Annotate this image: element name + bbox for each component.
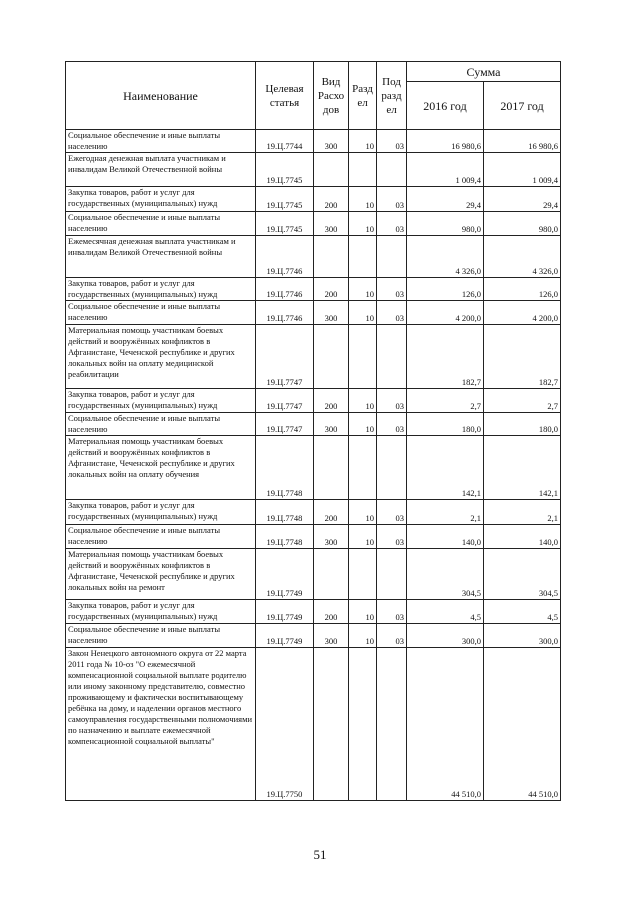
row-target: 19.Ц.7746 bbox=[256, 301, 314, 325]
row-expense-type: 200 bbox=[314, 187, 349, 212]
row-section bbox=[349, 153, 377, 187]
row-sum-2016: 142,1 bbox=[407, 436, 484, 500]
row-name: Закупка товаров, работ и услуг для государственных (муниципальных) нужд bbox=[66, 187, 256, 212]
budget-table bbox=[65, 61, 561, 801]
row-subsection bbox=[377, 325, 407, 389]
table-row bbox=[66, 130, 561, 153]
row-name: Социальное обеспечение и иные выплаты населению bbox=[66, 624, 256, 648]
row-name: Социальное обеспечение и иные выплаты населению bbox=[66, 130, 256, 153]
row-target: 19.Ц.7748 bbox=[256, 436, 314, 500]
row-section bbox=[349, 549, 377, 600]
row-section: 10 bbox=[349, 525, 377, 549]
header-year-2017: 2017 год bbox=[484, 82, 561, 130]
row-expense-type bbox=[314, 436, 349, 500]
row-subsection: 03 bbox=[377, 212, 407, 236]
row-expense-type bbox=[314, 236, 349, 278]
row-target: 19.Ц.7745 bbox=[256, 212, 314, 236]
row-name: Закон Ненецкого автономного округа от 22 марта 2011 года № 10-оз "О ежемесячной компенсационной социальной выплате родителю или иному законному представителю, совместно проживающему и фактически воспитывающему ребёнка на дому, и наделении органов местного самоуправления государственными полномочиями по назначению и выплате ежемесячной компенсационной социальной выплаты" bbox=[66, 648, 256, 801]
row-sum-2016: 980,0 bbox=[407, 212, 484, 236]
row-sum-2017: 4,5 bbox=[484, 600, 561, 624]
row-sum-2016: 300,0 bbox=[407, 624, 484, 648]
header-subsection: Под разд ел bbox=[377, 62, 407, 130]
row-target: 19.Ц.7744 bbox=[256, 130, 314, 153]
table-row bbox=[66, 212, 561, 236]
row-name: Закупка товаров, работ и услуг для государственных (муниципальных) нужд bbox=[66, 500, 256, 525]
row-subsection bbox=[377, 436, 407, 500]
row-sum-2017: 16 980,6 bbox=[484, 130, 561, 153]
row-section bbox=[349, 648, 377, 801]
row-section bbox=[349, 325, 377, 389]
row-name: Социальное обеспечение и иные выплаты населению bbox=[66, 301, 256, 325]
row-sum-2016: 126,0 bbox=[407, 278, 484, 301]
row-expense-type: 200 bbox=[314, 278, 349, 301]
row-target: 19.Ц.7747 bbox=[256, 325, 314, 389]
row-sum-2016: 44 510,0 bbox=[407, 648, 484, 801]
row-target: 19.Ц.7745 bbox=[256, 153, 314, 187]
row-sum-2016: 4 326,0 bbox=[407, 236, 484, 278]
row-expense-type: 200 bbox=[314, 600, 349, 624]
row-section bbox=[349, 436, 377, 500]
row-subsection: 03 bbox=[377, 278, 407, 301]
row-name: Материальная помощь участникам боевых действий и вооружённых конфликтов в Афганистане, Чеченской республике и других локальных войн на оплату медицинской реабилитации bbox=[66, 325, 256, 389]
header-target: Целевая статья bbox=[256, 62, 314, 130]
row-expense-type: 300 bbox=[314, 301, 349, 325]
row-expense-type: 300 bbox=[314, 624, 349, 648]
table-row bbox=[66, 278, 561, 301]
row-sum-2017: 142,1 bbox=[484, 436, 561, 500]
table-row bbox=[66, 153, 561, 187]
row-target: 19.Ц.7748 bbox=[256, 525, 314, 549]
row-expense-type: 200 bbox=[314, 389, 349, 413]
row-section: 10 bbox=[349, 624, 377, 648]
table-row bbox=[66, 600, 561, 624]
row-subsection bbox=[377, 549, 407, 600]
table-row bbox=[66, 525, 561, 549]
row-expense-type: 300 bbox=[314, 130, 349, 153]
table-row bbox=[66, 413, 561, 436]
row-target: 19.Ц.7750 bbox=[256, 648, 314, 801]
row-name: Ежемесячная денежная выплата участникам и инвалидам Великой Отечественной войны bbox=[66, 236, 256, 278]
row-name: Закупка товаров, работ и услуг для государственных (муниципальных) нужд bbox=[66, 600, 256, 624]
row-section bbox=[349, 236, 377, 278]
row-name: Социальное обеспечение и иные выплаты населению bbox=[66, 413, 256, 436]
row-expense-type: 300 bbox=[314, 525, 349, 549]
header-sum: Сумма bbox=[407, 62, 561, 82]
row-sum-2017: 126,0 bbox=[484, 278, 561, 301]
table-row bbox=[66, 648, 561, 801]
row-sum-2017: 44 510,0 bbox=[484, 648, 561, 801]
row-section: 10 bbox=[349, 500, 377, 525]
row-name: Материальная помощь участникам боевых действий и вооружённых конфликтов в Афганистане, Чеченской республике и других локальных войн на ремонт bbox=[66, 549, 256, 600]
row-sum-2016: 2,1 bbox=[407, 500, 484, 525]
page-number: 51 bbox=[313, 847, 327, 862]
row-name: Социальное обеспечение и иные выплаты населению bbox=[66, 525, 256, 549]
row-expense-type: 300 bbox=[314, 212, 349, 236]
row-subsection bbox=[377, 153, 407, 187]
row-sum-2016: 4,5 bbox=[407, 600, 484, 624]
row-section: 10 bbox=[349, 389, 377, 413]
table-row bbox=[66, 500, 561, 525]
row-subsection: 03 bbox=[377, 525, 407, 549]
header-section: Разд ел bbox=[349, 62, 377, 130]
table-row bbox=[66, 549, 561, 600]
row-sum-2017: 2,1 bbox=[484, 500, 561, 525]
row-target: 19.Ц.7745 bbox=[256, 187, 314, 212]
row-name: Материальная помощь участникам боевых действий и вооружённых конфликтов в Афганистане, Чеченской республике и других локальных войн на оплату обучения bbox=[66, 436, 256, 500]
row-subsection: 03 bbox=[377, 389, 407, 413]
row-sum-2016: 1 009,4 bbox=[407, 153, 484, 187]
row-sum-2017: 29,4 bbox=[484, 187, 561, 212]
table-row bbox=[66, 236, 561, 278]
row-sum-2017: 180,0 bbox=[484, 413, 561, 436]
row-target: 19.Ц.7747 bbox=[256, 413, 314, 436]
table-body bbox=[66, 130, 561, 801]
row-sum-2016: 140,0 bbox=[407, 525, 484, 549]
table-row bbox=[66, 389, 561, 413]
row-sum-2017: 300,0 bbox=[484, 624, 561, 648]
row-expense-type: 200 bbox=[314, 500, 349, 525]
row-sum-2017: 980,0 bbox=[484, 212, 561, 236]
row-section: 10 bbox=[349, 130, 377, 153]
row-target: 19.Ц.7746 bbox=[256, 236, 314, 278]
table-row bbox=[66, 436, 561, 500]
row-section: 10 bbox=[349, 413, 377, 436]
header-name: Наименование bbox=[66, 62, 256, 130]
row-name: Социальное обеспечение и иные выплаты населению bbox=[66, 212, 256, 236]
table-row bbox=[66, 301, 561, 325]
row-name: Закупка товаров, работ и услуг для государственных (муниципальных) нужд bbox=[66, 278, 256, 301]
row-subsection bbox=[377, 648, 407, 801]
row-expense-type bbox=[314, 648, 349, 801]
row-sum-2016: 29,4 bbox=[407, 187, 484, 212]
row-target: 19.Ц.7749 bbox=[256, 549, 314, 600]
table-row bbox=[66, 624, 561, 648]
row-sum-2016: 180,0 bbox=[407, 413, 484, 436]
row-section: 10 bbox=[349, 301, 377, 325]
row-section: 10 bbox=[349, 278, 377, 301]
row-sum-2016: 182,7 bbox=[407, 325, 484, 389]
row-subsection: 03 bbox=[377, 187, 407, 212]
row-section: 10 bbox=[349, 212, 377, 236]
row-target: 19.Ц.7748 bbox=[256, 500, 314, 525]
row-section: 10 bbox=[349, 600, 377, 624]
row-sum-2017: 2,7 bbox=[484, 389, 561, 413]
row-sum-2016: 304,5 bbox=[407, 549, 484, 600]
row-expense-type bbox=[314, 153, 349, 187]
row-sum-2017: 4 326,0 bbox=[484, 236, 561, 278]
row-expense-type bbox=[314, 549, 349, 600]
header-expense-type: Вид Расхо дов bbox=[314, 62, 349, 130]
table-row bbox=[66, 187, 561, 212]
row-target: 19.Ц.7749 bbox=[256, 624, 314, 648]
header-year-2016: 2016 год bbox=[407, 82, 484, 130]
row-subsection: 03 bbox=[377, 413, 407, 436]
row-name: Закупка товаров, работ и услуг для государственных (муниципальных) нужд bbox=[66, 389, 256, 413]
row-section: 10 bbox=[349, 187, 377, 212]
row-subsection: 03 bbox=[377, 624, 407, 648]
row-subsection bbox=[377, 236, 407, 278]
row-sum-2016: 2,7 bbox=[407, 389, 484, 413]
row-target: 19.Ц.7747 bbox=[256, 389, 314, 413]
row-subsection: 03 bbox=[377, 600, 407, 624]
row-sum-2017: 4 200,0 bbox=[484, 301, 561, 325]
row-subsection: 03 bbox=[377, 301, 407, 325]
table-row bbox=[66, 325, 561, 389]
row-expense-type bbox=[314, 325, 349, 389]
row-target: 19.Ц.7749 bbox=[256, 600, 314, 624]
row-name: Ежегодная денежная выплата участникам и инвалидам Великой Отечественной войны bbox=[66, 153, 256, 187]
row-subsection: 03 bbox=[377, 130, 407, 153]
row-expense-type: 300 bbox=[314, 413, 349, 436]
row-sum-2017: 1 009,4 bbox=[484, 153, 561, 187]
row-sum-2016: 4 200,0 bbox=[407, 301, 484, 325]
row-sum-2017: 304,5 bbox=[484, 549, 561, 600]
row-sum-2017: 140,0 bbox=[484, 525, 561, 549]
row-sum-2017: 182,7 bbox=[484, 325, 561, 389]
row-target: 19.Ц.7746 bbox=[256, 278, 314, 301]
row-subsection: 03 bbox=[377, 500, 407, 525]
row-sum-2016: 16 980,6 bbox=[407, 130, 484, 153]
